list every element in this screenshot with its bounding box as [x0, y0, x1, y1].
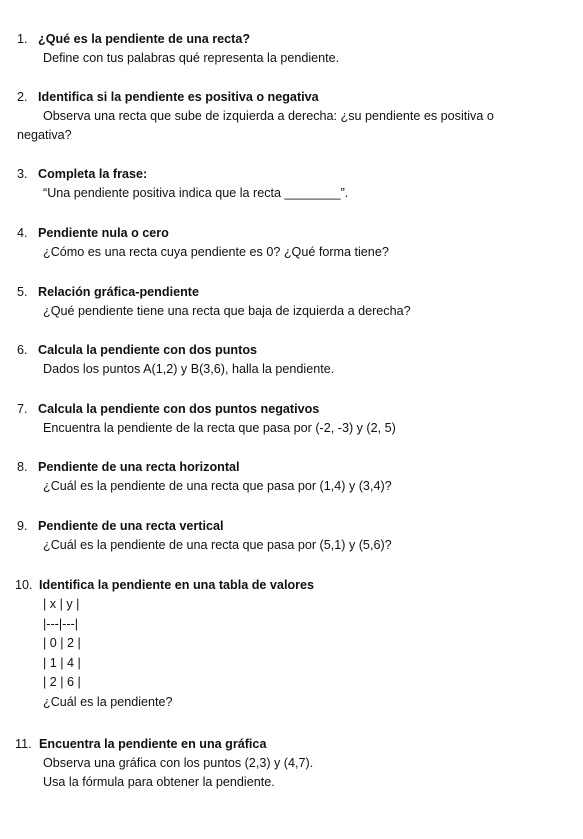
question-text: Observa una recta que sube de izquierda a derecha: ¿su pendiente es positiva o: [43, 109, 494, 123]
question-text: Usa la fórmula para obtener la pendiente.: [43, 775, 275, 789]
question-3: [0, 166, 583, 203]
question-number: 6.: [17, 343, 28, 357]
question-body: [0, 360, 583, 379]
question-title: Identifica si la pendiente es positiva o negativa: [38, 90, 319, 104]
question-text: ¿Cuál es la pendiente de una recta que pasa por (1,4) y (3,4)?: [43, 479, 392, 493]
question-body: [0, 419, 583, 438]
question-number: 10.: [15, 578, 33, 592]
question-text: ¿Qué pendiente tiene una recta que baja de izquierda a derecha?: [43, 304, 411, 318]
question-body: [0, 184, 583, 203]
question-title: Completa la frase:: [38, 167, 148, 181]
question-text: ¿Cuál es la pendiente?: [43, 694, 173, 709]
question-title: ¿Qué es la pendiente de una recta?: [38, 32, 251, 46]
question-title: Encuentra la pendiente en una gráfica: [39, 737, 267, 751]
question-2: [0, 89, 583, 145]
question-body: [0, 754, 583, 792]
question-1: [0, 31, 583, 68]
question-number: 4.: [17, 226, 28, 240]
question-text: Dados los puntos A(1,2) y B(3,6), halla la pendiente.: [43, 362, 335, 376]
question-body: [0, 536, 583, 555]
question-11: [0, 736, 583, 792]
question-title: Identifica la pendiente en una tabla de valores: [39, 578, 315, 592]
table-row: | x | y |: [43, 597, 80, 611]
question-number: 5.: [17, 285, 28, 299]
question-7: [0, 401, 583, 438]
value-table: [0, 595, 583, 712]
question-number: 2.: [17, 90, 28, 104]
question-title: Calcula la pendiente con dos puntos negativos: [38, 402, 320, 416]
question-number: 7.: [17, 402, 28, 416]
question-text: ¿Cuál es la pendiente de una recta que pasa por (5,1) y (5,6)?: [43, 538, 392, 552]
question-body: [0, 302, 583, 321]
question-number: 11.: [15, 737, 32, 751]
question-9: [0, 518, 583, 555]
question-6: [0, 342, 583, 379]
question-8: [0, 459, 583, 496]
table-row: | 2 | 6 |: [43, 675, 81, 689]
question-text: Encuentra la pendiente de la recta que pasa por (-2, -3) y (2, 5): [43, 421, 396, 435]
question-4: [0, 225, 583, 262]
question-title: Calcula la pendiente con dos puntos: [38, 343, 258, 357]
question-number: 9.: [17, 519, 28, 533]
question-10: [0, 577, 583, 712]
question-text: Define con tus palabras qué representa la pendiente.: [43, 51, 340, 65]
question-text: “Una pendiente positiva indica que la recta ________”.: [43, 186, 349, 200]
question-body: [0, 49, 583, 68]
question-text: negativa?: [17, 128, 72, 142]
question-body: [0, 477, 583, 496]
question-number: 1.: [17, 32, 28, 46]
question-5: [0, 284, 583, 321]
question-number: 3.: [17, 167, 28, 181]
table-row: | 0 | 2 |: [43, 636, 81, 650]
question-title: Relación gráfica-pendiente: [38, 285, 199, 299]
question-body: [0, 243, 583, 262]
question-title: Pendiente de una recta vertical: [38, 519, 224, 533]
table-row: | 1 | 4 |: [43, 655, 81, 670]
question-text: Observa una gráfica con los puntos (2,3) y (4,7).: [43, 756, 314, 770]
question-number: 8.: [17, 460, 28, 474]
question-body: [0, 107, 583, 145]
question-title: Pendiente de una recta horizontal: [38, 460, 240, 474]
question-title: Pendiente nula o cero: [38, 226, 169, 240]
question-text: ¿Cómo es una recta cuya pendiente es 0? ¿Qué forma tiene?: [43, 245, 389, 259]
table-row: |---|---|: [43, 616, 78, 631]
